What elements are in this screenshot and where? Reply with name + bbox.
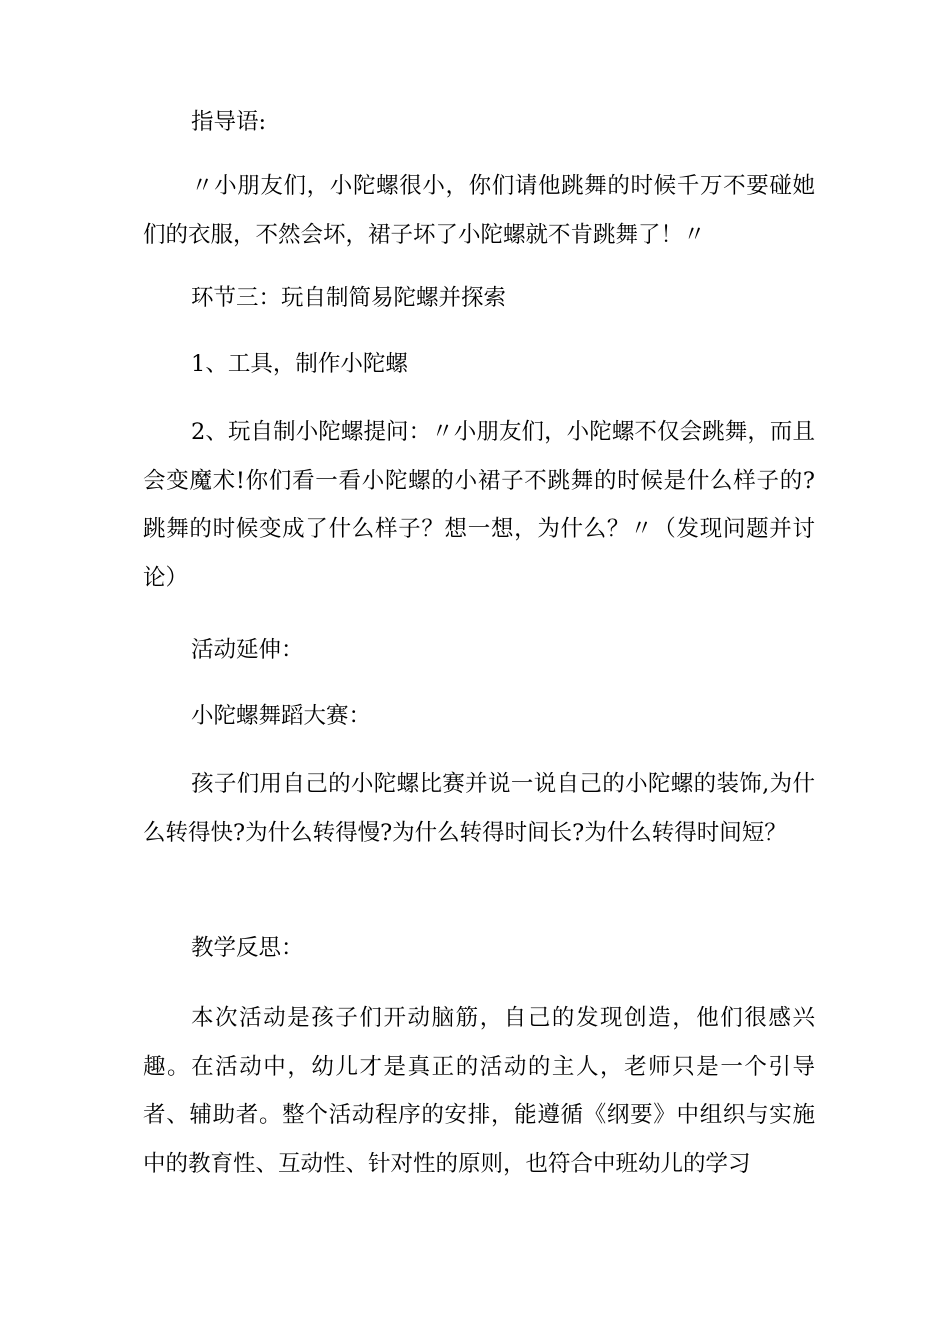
- contest-text: 孩子们用自己的小陀螺比赛并说一说自己的小陀螺的装饰,为什么转得快?为什么转得慢?为什么转得时间长?为什么转得时间短？: [143, 771, 815, 846]
- reflection-heading: 教学反思：: [191, 935, 304, 961]
- guide-text: 〃小朋友们，小陀螺很小，你们请他跳舞的时候千万不要碰她们的衣服，不然会坏，裙子坏了小陀螺就不肯跳舞了！〃: [143, 173, 815, 248]
- extension-heading: 活动延伸：: [191, 637, 304, 663]
- reflection-text: 本次活动是孩子们开动脑筋，自己的发现创造，他们很感兴趣。在活动中，幼儿才是真正的活动的主人，老师只是一个引导者、辅助者。整个活动程序的安排，能遵循《纲要》中组织与实施中的教育性、互动性、针对性的原则，也符合中班幼儿的学习: [143, 1005, 815, 1177]
- guide-heading: 指导语:: [191, 109, 267, 135]
- step-one-text: 1、工具，制作小陀螺: [191, 351, 408, 377]
- step-two-text: 2、玩自制小陀螺提问：〃小朋友们，小陀螺不仅会跳舞，而且会变魔术!你们看一看小陀螺的小裙子不跳舞的时候是什么样子的?跳舞的时候变成了什么样子？想一想，为什么？〃（发现问题并讨论）: [143, 419, 815, 591]
- contest-heading: 小陀螺舞蹈大赛：: [191, 703, 372, 729]
- section-three-heading: 环节三：玩自制简易陀螺并探索: [191, 285, 507, 311]
